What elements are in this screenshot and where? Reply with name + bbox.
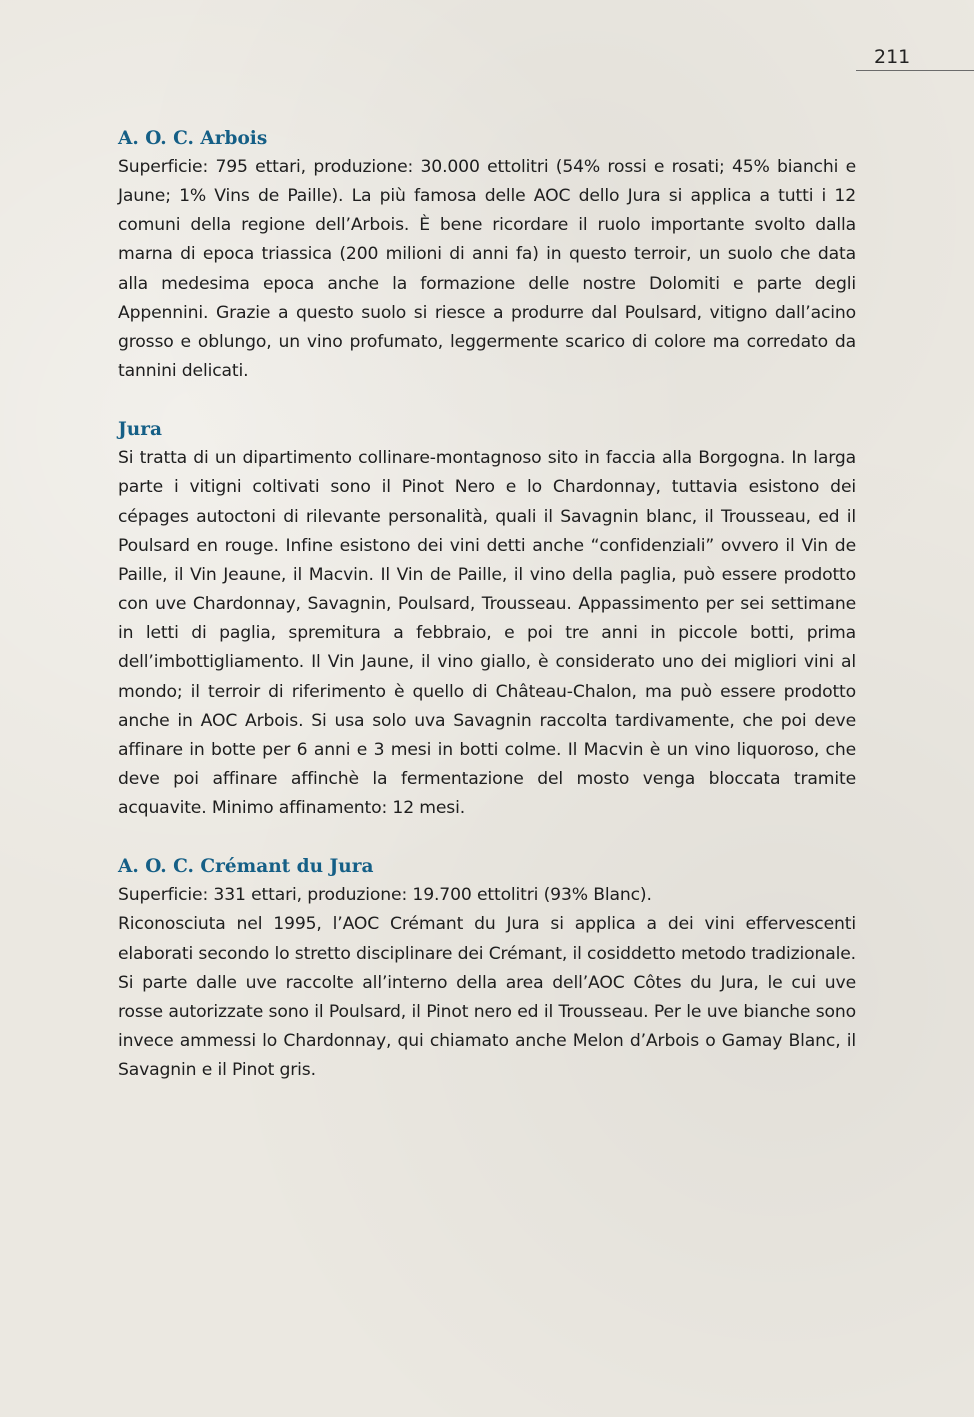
section-paragraph: Si tratta di un dipartimento collinare-montagnoso sito in faccia alla Borgogna. In larga parte i vitigni coltivati sono il Pinot Nero e lo Chardonnay, tuttavia esistono dei cépages autoctoni di rilevante personalità, quali il Savagnin blanc, il Trousseau, ed il Poulsard en rouge. Infine esistono dei vini detti anche “confidenziali” ovvero il Vin de Paille, il Vin Jeaune, il Macvin. Il Vin de Paille, il vino della paglia, può essere prodotto con uve Chardonnay, Savagnin, Poulsard, Trousseau. Appassimento per sei settimane in letti di paglia, spremitura a febbraio, e poi tre anni in piccole botti, prima dell’imbottigliamento. Il Vin Jaune, il vino giallo, è considerato uno dei migliori vini al mondo; il terroir di riferimento è quello di Château-Chalon, ma può essere prodotto anche in AOC Arbois. Si usa solo uva Savagnin raccolta tardivamente, che poi deve affinare in botte per 6 anni e 3 mesi in botti colme. Il Macvin è un vino liquoroso, che deve poi affinare affinchè la fermentazione del mosto venga bloccata tramite acquavite. Minimo affinamento: 12 mesi. (118, 448, 856, 819)
section-jura (118, 415, 856, 823)
section-heading: Jura (118, 419, 162, 441)
page-number: 211 (874, 46, 911, 68)
section-paragraph: Superficie: 795 ettari, produzione: 30.000 ettolitri (54% rossi e rosati; 45% bianchi e Jaune; 1% Vins de Paille). La più famosa delle AOC dello Jura si applica a tutti i 12 comuni della regione dell’Arbois. È bene ricordare il ruolo importante svolto dalla marna di epoca triassica (200 milioni di anni fa) in questo terroir, un suolo che data alla medesima epoca anche la formazione delle nostre Dolomiti e parte degli Appennini. Grazie a questo suolo si riesce a produrre dal Poulsard, vitigno dall’acino grosso e oblungo, un vino profumato, leggermente scarico di colore ma corredato da tannini delicati. (118, 157, 856, 382)
section-aoc-arbois (118, 124, 856, 386)
section-aoc-cremant-du-jura (118, 852, 856, 1085)
page-content (118, 124, 856, 1114)
section-paragraph: Riconosciuta nel 1995, l’AOC Crémant du Jura si applica a dei vini effervescenti elaborati secondo lo stretto disciplinare dei Crémant, il cosiddetto metodo tradizionale. Si parte dalle uve raccolte all’interno della area dell’AOC Côtes du Jura, le cui uve rosse autorizzate sono il Poulsard, il Pinot nero ed il Trousseau. Per le uve bianche sono invece ammessi lo Chardonnay, qui chiamato anche Melon d’Arbois o Gamay Blanc, il Savagnin e il Pinot gris. (118, 914, 856, 1081)
section-heading: A. O. C. Arbois (118, 128, 268, 149)
section-heading: A. O. C. Crémant du Jura (118, 856, 374, 878)
section-paragraph: Superficie: 331 ettari, produzione: 19.700 ettolitri (93% Blanc). (118, 885, 652, 906)
page-number-rule (856, 70, 974, 71)
